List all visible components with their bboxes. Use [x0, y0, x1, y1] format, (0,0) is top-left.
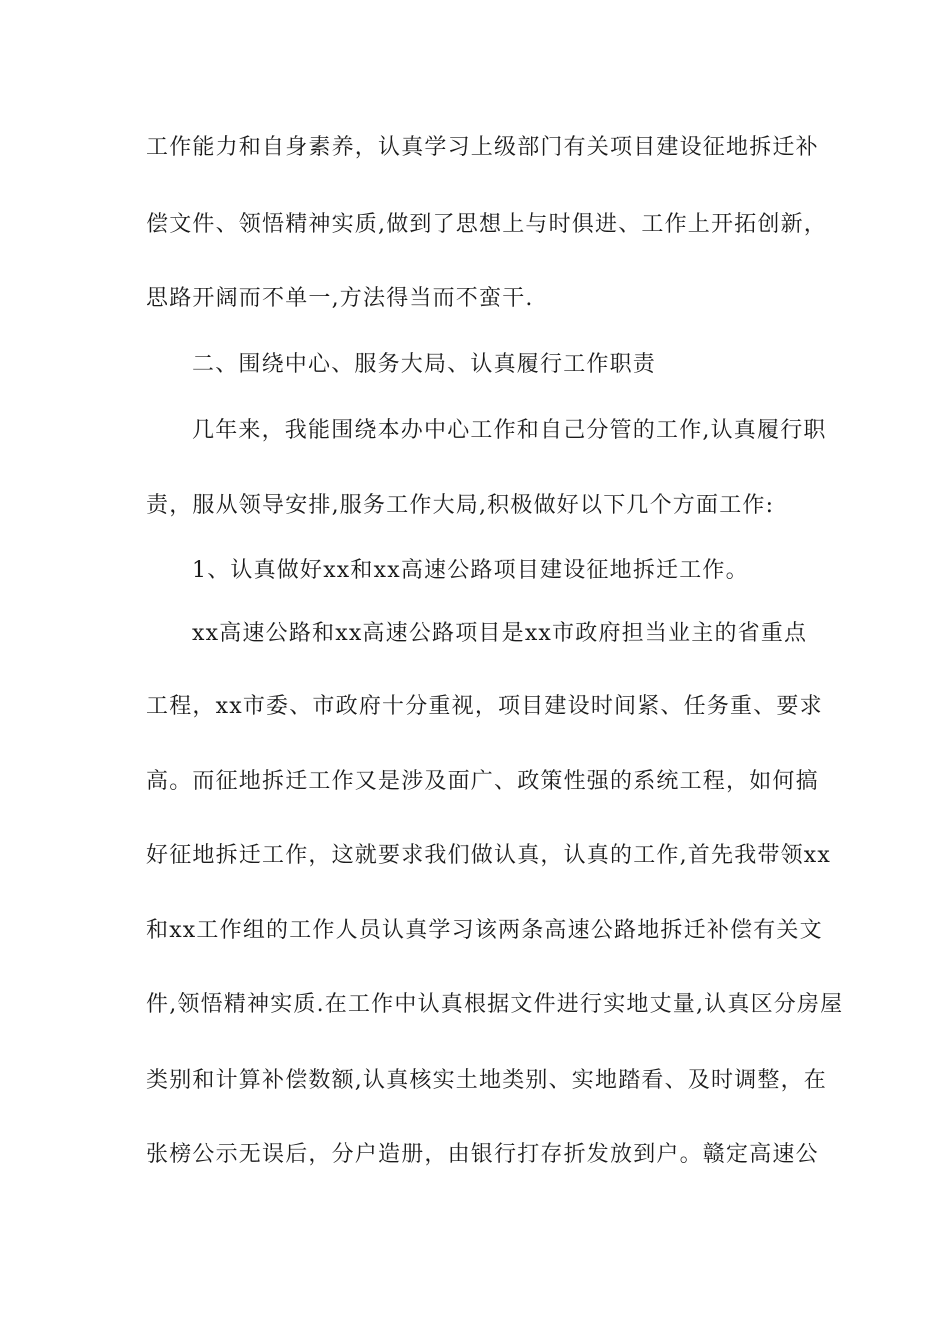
text-line-6: 责，服从领导安排,服务工作大局,积极做好以下几个方面工作: [146, 493, 775, 518]
text-line-15: 张榜公示无误后，分户造册，由银行打存折发放到户。赣定高速公 [146, 1142, 819, 1167]
text-line-2: 偿文件、领悟精神实质,做到了思想上与时俱进、工作上开拓创新， [146, 212, 827, 237]
text-line-8: xx高速公路和xx高速公路项目是xx市政府担当业主的省重点 [192, 621, 808, 646]
text-line-10: 高。而征地拆迁工作又是涉及面广、政策性强的系统工程，如何搞 [146, 769, 819, 794]
text-line-3: 思路开阔而不单一,方法得当而不蛮干. [146, 286, 534, 311]
section-heading: 二、围绕中心、服务大局、认真履行工作职责 [192, 352, 657, 377]
subsection-heading: 1、认真做好xx和xx高速公路项目建设征地拆迁工作。 [192, 558, 749, 583]
text-line-13: 件,领悟精神实质.在工作中认真根据文件进行实地丈量,认真区分房屋 [146, 992, 844, 1017]
text-line-5: 几年来，我能围绕本办中心工作和自己分管的工作,认真履行职 [192, 418, 827, 443]
text-line-1: 工作能力和自身素养，认真学习上级部门有关项目建设征地拆迁补 [146, 135, 819, 160]
text-line-11: 好征地拆迁工作，这就要求我们做认真，认真的工作,首先我带领xx [146, 843, 832, 868]
text-line-12: 和xx工作组的工作人员认真学习该两条高速公路地拆迁补偿有关文 [146, 918, 823, 943]
text-line-9: 工程，xx市委、市政府十分重视，项目建设时间紧、任务重、要求 [146, 694, 823, 719]
text-line-14: 类别和计算补偿数额,认真核实土地类别、实地踏看、及时调整，在 [146, 1068, 827, 1093]
